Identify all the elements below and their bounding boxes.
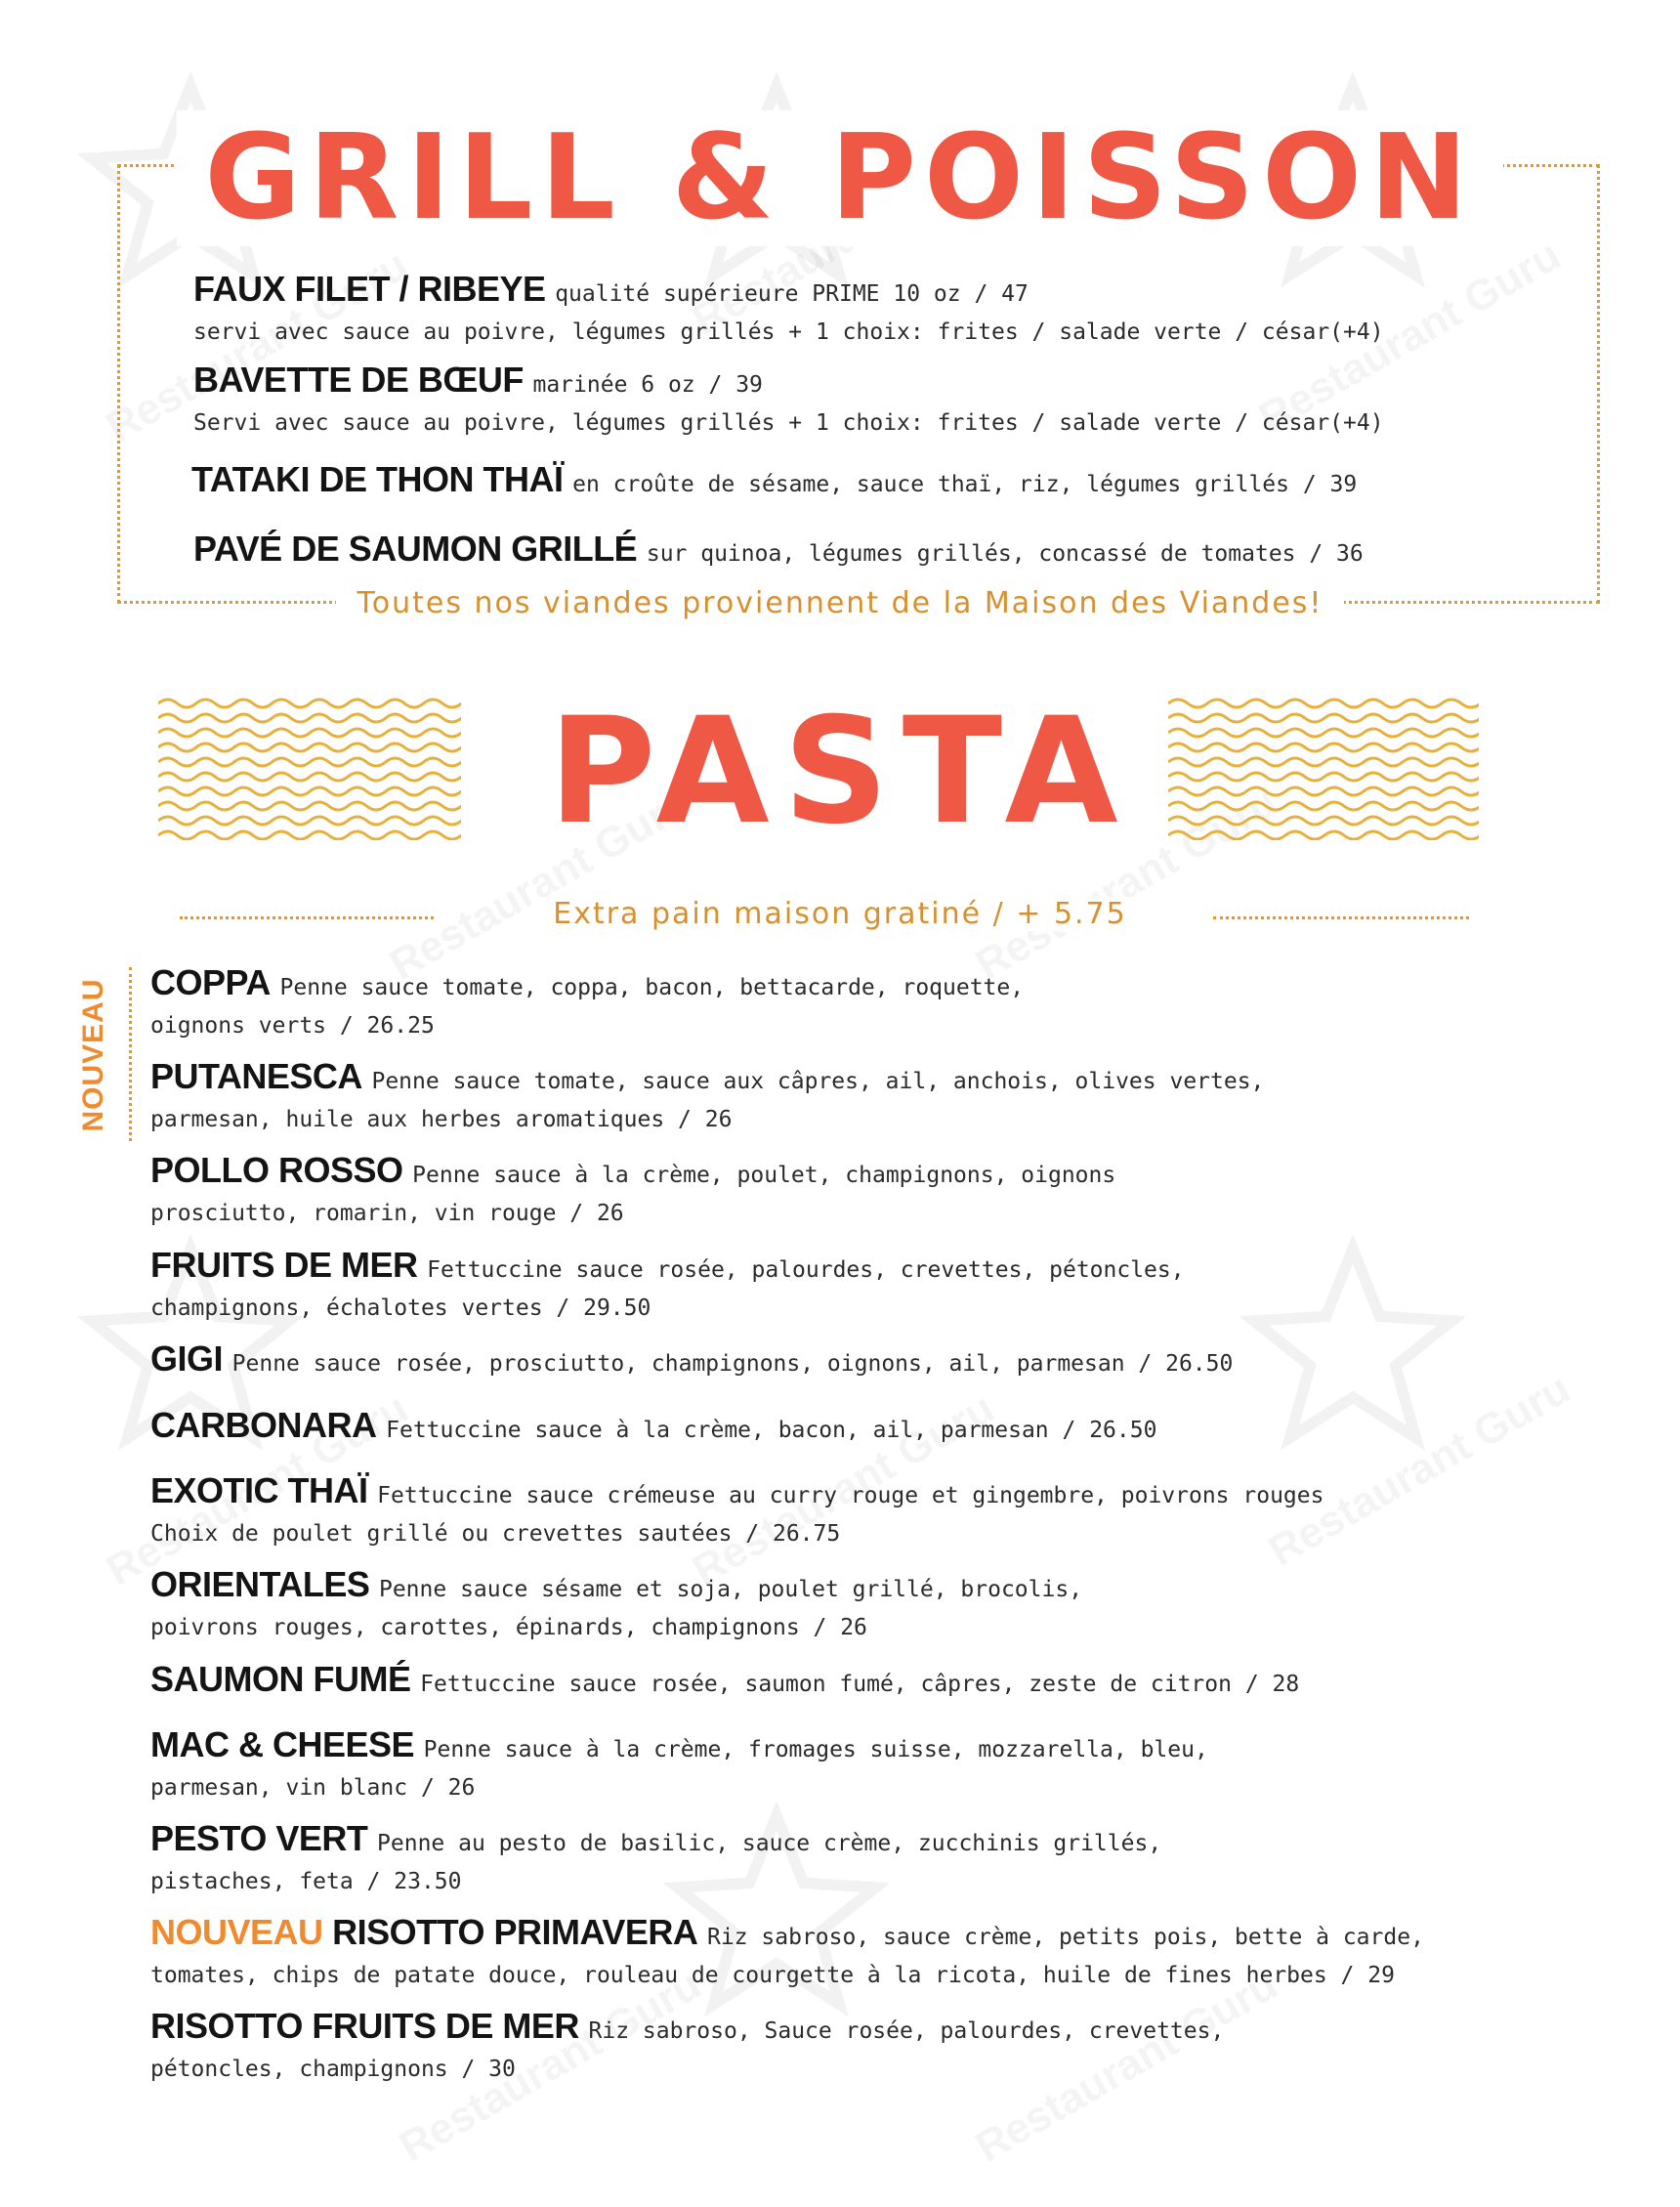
menu-item-putanesca xyxy=(150,1055,1264,1132)
item-name: GIGI xyxy=(150,1338,224,1379)
item-desc: Penne sauce tomate, coppa, bacon, bettacarde, roquette, xyxy=(279,975,1025,1000)
item-name: TATAKI DE THON THAÏ xyxy=(191,459,564,499)
menu-item-orientales xyxy=(150,1563,1082,1640)
item-desc: Fettuccine sauce rosée, saumon fumé, câpres, zeste de citron / 28 xyxy=(420,1672,1300,1697)
menu-item-tataki xyxy=(191,458,1357,508)
item-desc: Fettuccine sauce rosée, palourdes, crevettes, pétoncles, xyxy=(427,1257,1185,1283)
menu-item-exotic-thai xyxy=(150,1469,1323,1547)
item-desc-line2: champignons, échalotes vertes / 29.50 xyxy=(150,1295,651,1321)
nouveau-side-label: NOUVEAU xyxy=(57,967,115,1143)
menu-item-mac-cheese xyxy=(150,1723,1208,1801)
menu-item-carbonara xyxy=(150,1404,1156,1454)
menu-item-coppa xyxy=(150,961,1024,1039)
item-name: SAUMON FUMÉ xyxy=(150,1659,411,1699)
menu-item-fruits-de-mer xyxy=(150,1244,1185,1321)
item-name: CARBONARA xyxy=(150,1405,377,1445)
item-desc-line2: Servi avec sauce au poivre, légumes grillés + 1 choix: frites / salade verte / césar(+4) xyxy=(193,410,1384,436)
item-desc: Fettuccine sauce à la crème, bacon, ail, parmesan / 26.50 xyxy=(386,1418,1157,1443)
item-name: RISOTTO PRIMAVERA xyxy=(332,1912,698,1952)
item-name: EXOTIC THAÏ xyxy=(150,1470,368,1510)
item-name: RISOTTO FRUITS DE MER xyxy=(150,2006,579,2046)
watermark-logo-icon xyxy=(1240,1231,1465,1456)
item-name: PESTO VERT xyxy=(150,1818,368,1858)
item-desc-line2: parmesan, vin blanc / 26 xyxy=(150,1775,476,1801)
item-desc: qualité supérieure PRIME 10 oz / 47 xyxy=(555,281,1029,307)
item-desc-line2: poivrons rouges, carottes, épinards, champignons / 26 xyxy=(150,1615,867,1640)
item-desc: en croûte de sésame, sauce thaï, riz, légumes grillés / 39 xyxy=(572,472,1358,497)
item-desc-line2: pétoncles, champignons / 30 xyxy=(150,2057,516,2082)
item-desc: Fettuccine sauce crémeuse au curry rouge et gingembre, poivrons rouges xyxy=(377,1483,1324,1508)
item-name: PAVÉ DE SAUMON GRILLÉ xyxy=(193,529,638,569)
item-desc: Penne sauce à la crème, poulet, champignons, oignons xyxy=(412,1163,1116,1188)
menu-item-bavette xyxy=(193,359,1384,436)
item-desc: Penne sauce rosée, prosciutto, champignons, oignons, ail, parmesan / 26.50 xyxy=(231,1351,1234,1377)
item-desc: Penne sauce à la crème, fromages suisse, mozzarella, bleu, xyxy=(423,1737,1208,1762)
item-name: POLLO ROSSO xyxy=(150,1150,403,1190)
grill-section-title: GRILL & POISSON xyxy=(0,115,1680,242)
item-desc-line2: prosciutto, romarin, vin rouge / 26 xyxy=(150,1201,624,1226)
item-desc: Riz sabroso, sauce crème, petits pois, bette à carde, xyxy=(707,1925,1424,1950)
menu-item-gigi xyxy=(150,1337,1233,1387)
grill-note: Toutes nos viandes proviennent de la Maison des Viandes! xyxy=(0,586,1680,620)
menu-item-pesto-vert xyxy=(150,1817,1161,1894)
item-desc: Riz sabroso, Sauce rosée, palourdes, crevettes, xyxy=(588,2018,1225,2044)
item-name: ORIENTALES xyxy=(150,1564,370,1604)
item-name: FRUITS DE MER xyxy=(150,1245,418,1285)
menu-item-faux-filet xyxy=(193,268,1384,345)
item-desc: marinée 6 oz / 39 xyxy=(532,372,763,398)
item-desc-line2: tomates, chips de patate douce, rouleau de courgette à la ricota, huile de fines herbes / 29 xyxy=(150,1963,1395,1988)
pasta-section-title: PASTA xyxy=(548,687,1132,857)
item-desc-line2: parmesan, huile aux herbes aromatiques / 26 xyxy=(150,1107,733,1132)
item-desc: Penne sauce tomate, sauce aux câpres, ail, anchois, olives vertes, xyxy=(371,1069,1265,1094)
nouveau-label: NOUVEAU xyxy=(150,1912,323,1952)
item-name: BAVETTE DE BŒUF xyxy=(193,360,524,400)
item-name: PUTANESCA xyxy=(150,1056,362,1096)
item-desc-line2: pistaches, feta / 23.50 xyxy=(150,1869,462,1894)
item-desc-line2: servi avec sauce au poivre, légumes grillés + 1 choix: frites / salade verte / césar(+4) xyxy=(193,319,1384,345)
item-desc-line2: oignons verts / 26.25 xyxy=(150,1013,435,1039)
menu-item-saumon-fume xyxy=(150,1658,1299,1708)
menu-item-pollo-rosso xyxy=(150,1149,1115,1226)
item-desc: Penne sauce sésame et soja, poulet grillé, brocolis, xyxy=(378,1577,1083,1602)
item-name: FAUX FILET / RIBEYE xyxy=(193,269,546,309)
item-desc-line2: Choix de poulet grillé ou crevettes sautées / 26.75 xyxy=(150,1521,841,1547)
item-desc: sur quinoa, légumes grillés, concassé de tomates / 36 xyxy=(646,541,1364,567)
menu-item-risotto-fruits-de-mer xyxy=(150,2005,1224,2082)
item-name: MAC & CHEESE xyxy=(150,1724,415,1764)
item-desc: Penne au pesto de basilic, sauce crème, zucchinis grillés, xyxy=(377,1831,1162,1856)
item-name: COPPA xyxy=(150,962,271,1002)
pasta-note: Extra pain maison gratiné / + 5.75 xyxy=(0,897,1680,931)
menu-item-risotto-primavera xyxy=(150,1911,1424,1988)
menu-item-pave-saumon xyxy=(193,528,1364,577)
